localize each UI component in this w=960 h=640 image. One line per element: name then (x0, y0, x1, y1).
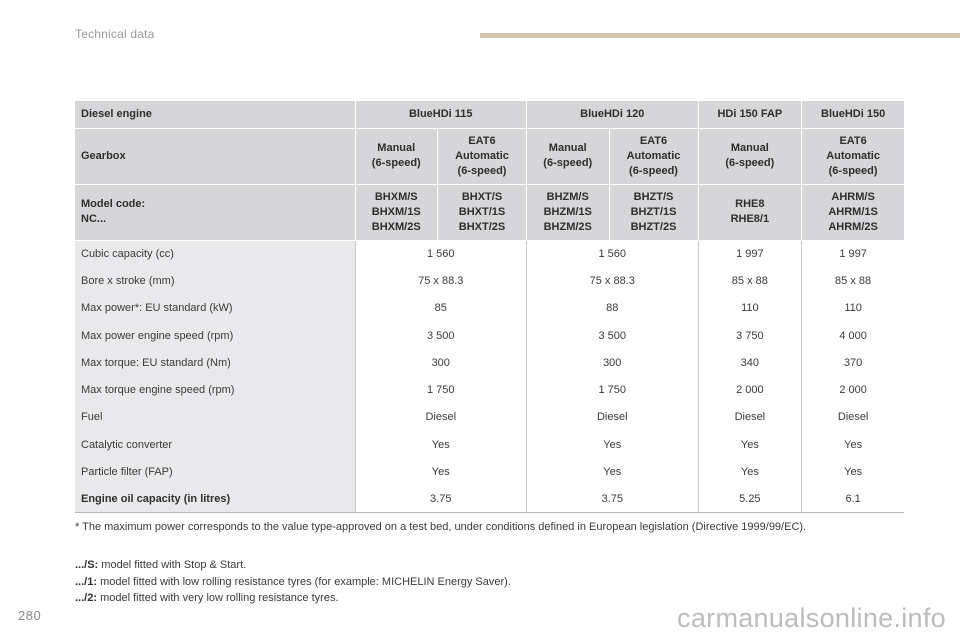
row-value-text: 5.25 (739, 493, 761, 506)
row-label (75, 486, 355, 513)
note-text: model fitted with Stop & Start. (98, 559, 247, 571)
row-value-text: 1 560 (598, 247, 627, 260)
model-code-label-text: NC... (81, 213, 107, 225)
row-value-text: 340 (740, 356, 760, 369)
model-code-header (609, 184, 698, 240)
row-value (698, 267, 802, 294)
row-value-text: Yes (740, 466, 759, 479)
page-number: 280 (18, 608, 42, 623)
model-code-header-text: AHRM/1S (828, 205, 878, 218)
model-code-header (527, 184, 610, 240)
row-value-text: 3.75 (430, 493, 452, 506)
gearbox-header-text: (6-speed) (543, 157, 593, 169)
row-value (355, 295, 527, 322)
row-value-text: Yes (603, 466, 622, 479)
note-line (75, 590, 511, 607)
row-value (802, 486, 904, 513)
row-value-text: Yes (603, 438, 622, 451)
row-value (802, 458, 904, 485)
gearbox-header-text: (6-speed) (457, 164, 507, 177)
table-row (75, 240, 904, 267)
row-value (698, 322, 802, 349)
row-label (75, 267, 355, 294)
gearbox-header-text: (6-speed) (629, 164, 678, 177)
section-header-bar (480, 33, 960, 38)
row-value-text: 4 000 (839, 329, 867, 342)
table-row (75, 376, 904, 403)
row-label (75, 240, 355, 267)
model-code-header-text: BHZT/S (633, 190, 674, 203)
row-label-text: Engine oil capacity (in litres) (81, 493, 231, 506)
row-value-text: Diesel (837, 411, 869, 424)
gearbox-header-text: (6-speed) (725, 157, 775, 169)
model-code-header (802, 184, 904, 240)
row-value-text: 1 997 (736, 247, 764, 260)
row-value-text: Yes (844, 466, 863, 479)
row-value (698, 458, 802, 485)
row-label (75, 322, 355, 349)
gearbox-header (438, 128, 527, 184)
model-code-header-text: BHZT/2S (630, 220, 677, 233)
row-label-text: Max power*: EU standard (kW) (81, 302, 233, 315)
table-row (75, 404, 904, 431)
row-value-text: 3.75 (601, 493, 623, 506)
row-label-text: Max power engine speed (rpm) (81, 329, 234, 342)
max-power-footnote: * The maximum power corresponds to the value type-approved on a test bed, under conditions defined in European legislation (Directive 1999/99/EC). (75, 521, 807, 533)
row-label (75, 376, 355, 403)
row-value-text: Yes (844, 438, 863, 451)
row-label-text: Max torque engine speed (rpm) (81, 384, 235, 397)
model-code-header-text: BHXM/1S (371, 205, 421, 218)
row-value (698, 295, 802, 322)
table-row (75, 295, 904, 322)
section-title: Technical data (75, 27, 155, 41)
gearbox-header-text: Manual (730, 142, 769, 154)
row-value-text: 1 750 (426, 384, 455, 397)
row-value (698, 376, 802, 403)
note-line (75, 557, 511, 574)
engine-header-text: HDi 150 FAP (717, 108, 783, 121)
gearbox-header-text: Automatic (455, 149, 509, 162)
row-value (527, 486, 699, 513)
model-code-header (698, 184, 802, 240)
model-code-header-text: BHXT/1S (458, 205, 506, 218)
row-value-text: 85 x 88 (731, 274, 768, 287)
note-line (75, 574, 511, 591)
row-value-text: 2 000 (736, 384, 764, 397)
gearbox-header (698, 128, 802, 184)
row-value-text: 300 (603, 356, 622, 369)
note-code: .../1: (75, 575, 98, 588)
table-row (75, 322, 904, 349)
row-value-text: Yes (431, 438, 450, 451)
row-value (527, 404, 699, 431)
gearbox-header-text: Manual (548, 142, 587, 154)
row-label-text: Bore x stroke (mm) (81, 274, 175, 287)
table-row (75, 267, 904, 294)
row-value-text: 110 (844, 302, 862, 315)
model-code-header-text: BHXT/S (461, 190, 503, 203)
engine-label (75, 101, 355, 128)
row-label-text: Max torque: EU standard (Nm) (81, 356, 231, 369)
model-code-header-text: RHE8/1 (730, 213, 770, 225)
row-value-text: 1 750 (598, 384, 627, 397)
engine-label-text: Diesel engine (81, 108, 152, 121)
gearbox-label (75, 128, 355, 184)
row-value (355, 322, 527, 349)
row-value (698, 404, 802, 431)
row-label-text: Catalytic converter (81, 438, 173, 451)
engine-header-text: BlueHDi 115 (408, 108, 473, 121)
row-value-text: 3 500 (598, 329, 627, 342)
model-code-header-text: AHRM/2S (828, 220, 878, 233)
gearbox-header (527, 128, 610, 184)
row-value (355, 349, 527, 376)
note-code: .../2: (75, 592, 98, 604)
table-row (75, 486, 904, 513)
engine-spec-table (75, 101, 904, 513)
model-code-header-text: BHZM/1S (543, 205, 592, 218)
row-value (802, 240, 904, 267)
model-code-header-text: BHZM/2S (543, 220, 592, 233)
row-value-text: Yes (431, 466, 450, 479)
model-code-header (355, 184, 438, 240)
row-value (802, 267, 904, 294)
row-value (698, 240, 802, 267)
gearbox-header-text: Automatic (626, 149, 681, 162)
row-value (355, 431, 527, 458)
model-code-header-text: BHXT/2S (458, 220, 506, 233)
gearbox-header-text: Automatic (826, 149, 880, 162)
row-label-text: Cubic capacity (cc) (81, 247, 174, 260)
row-value (802, 404, 904, 431)
engine-header (802, 101, 904, 128)
row-value-text: 75 x 88.3 (418, 274, 464, 287)
gearbox-header (609, 128, 698, 184)
gearbox-header (355, 128, 438, 184)
row-value-text: Yes (740, 438, 759, 451)
row-value (802, 322, 904, 349)
row-value-text: Diesel (425, 411, 457, 424)
engine-header (355, 101, 527, 128)
row-value (527, 431, 699, 458)
row-value (802, 376, 904, 403)
row-value (355, 486, 527, 513)
row-value-text: 75 x 88.3 (589, 274, 635, 287)
row-value-text: 85 x 88 (835, 274, 872, 287)
engine-header-text: BlueHDi 120 (580, 108, 645, 121)
row-label-text: Fuel (81, 411, 103, 424)
table-header-gearbox-row (75, 128, 904, 184)
row-value (698, 349, 802, 376)
model-code-header-text: BHZT/1S (630, 205, 677, 218)
row-value-text: 1 560 (426, 247, 455, 260)
gearbox-header-text: EAT6 (839, 134, 867, 147)
gearbox-header-text: EAT6 (468, 134, 496, 147)
row-value (527, 376, 699, 403)
note-text: model fitted with low rolling resistance tyres (for example: MICHELIN Energy Saver). (97, 575, 511, 588)
row-value (527, 267, 699, 294)
row-value (355, 267, 527, 294)
row-value-text: 2 000 (839, 384, 867, 397)
row-value-text: 6.1 (845, 493, 861, 506)
row-value-text: 3 500 (426, 329, 455, 342)
row-label (75, 349, 355, 376)
row-value (802, 295, 904, 322)
model-code-header-text: AHRM/S (831, 190, 875, 203)
gearbox-header (802, 128, 904, 184)
model-code-header-text: BHZM/S (546, 190, 589, 203)
table-header-model-code-row (75, 184, 904, 240)
table-row (75, 431, 904, 458)
gearbox-label-text: Gearbox (81, 149, 126, 162)
model-code-header-text: BHXM/2S (371, 220, 421, 233)
row-value (698, 431, 802, 458)
row-value (527, 349, 699, 376)
model-code-label-text: Model code: (81, 198, 146, 210)
engine-header (698, 101, 802, 128)
row-value (698, 486, 802, 513)
engine-header-text: BlueHDi 150 (821, 108, 886, 121)
row-value-text: 1 997 (839, 247, 867, 260)
row-label (75, 404, 355, 431)
row-value (355, 458, 527, 485)
row-value (355, 376, 527, 403)
row-value (527, 295, 699, 322)
note-text: model fitted with very low rolling resistance tyres. (97, 592, 339, 604)
row-label-text: Particle filter (FAP) (81, 466, 173, 479)
row-value-text: Diesel (734, 411, 766, 424)
row-value (355, 404, 527, 431)
row-value-text: 110 (741, 302, 759, 315)
note-code: .../S: (75, 559, 99, 571)
row-value-text: 300 (431, 356, 450, 369)
row-value (527, 240, 699, 267)
table-row (75, 349, 904, 376)
row-value (527, 458, 699, 485)
model-suffix-notes (75, 557, 511, 607)
row-value-text: 3 750 (736, 329, 764, 342)
gearbox-header-text: EAT6 (639, 134, 668, 147)
table-header-engine-row (75, 101, 904, 128)
row-value-text: 370 (843, 356, 863, 369)
row-label (75, 431, 355, 458)
row-label (75, 295, 355, 322)
row-value (802, 431, 904, 458)
table-row (75, 458, 904, 485)
model-code-label (75, 184, 355, 240)
engine-header (527, 101, 699, 128)
row-value-text: 85 (434, 302, 447, 315)
model-code-header-text: BHXM/S (374, 190, 418, 203)
watermark: carmanualsonline.info (677, 603, 946, 633)
row-value (527, 322, 699, 349)
row-value-text: Diesel (596, 411, 628, 424)
row-label (75, 458, 355, 485)
row-value (802, 349, 904, 376)
row-value-text: 88 (606, 302, 619, 315)
model-code-header (438, 184, 527, 240)
gearbox-header-text: (6-speed) (371, 157, 421, 169)
row-value (355, 240, 527, 267)
gearbox-header-text: Manual (377, 142, 416, 154)
gearbox-header-text: (6-speed) (828, 164, 878, 177)
model-code-header-text: RHE8 (735, 198, 765, 210)
